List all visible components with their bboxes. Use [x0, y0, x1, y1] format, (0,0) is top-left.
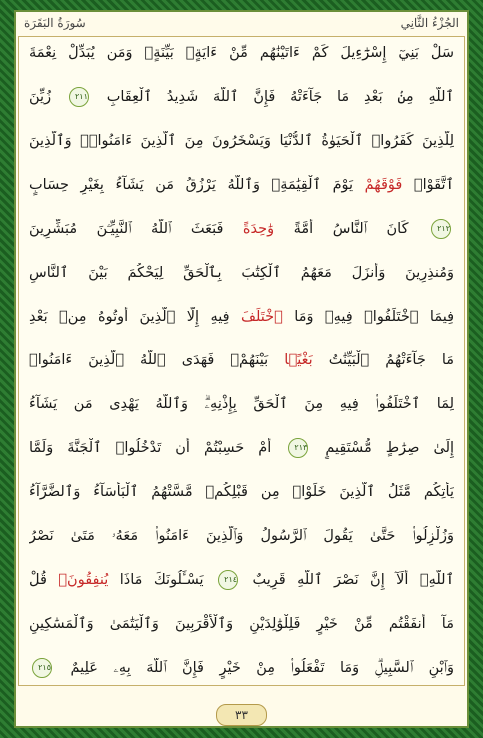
highlighted-word: ٱخْتَلَفَ: [241, 308, 283, 325]
verse-line: [29, 394, 454, 415]
ayah-number-marker: ٢١٥: [32, 658, 52, 678]
verse-lines: [29, 43, 454, 679]
ayah-number-marker: ٢١٢: [431, 219, 451, 239]
verse-text: كَانَ ٱلنَّاسُ أُمَّةً: [293, 220, 409, 237]
verse-text: فَبَعَثَ ٱللَّهُ ٱلنَّبِيِّـۧنَ مُبَشِّرِينَ: [29, 220, 224, 237]
verse-text: يَسْـَٔلُونَكَ مَاذَا: [119, 572, 204, 589]
verse-text: بَيْنَهُمْۖ فَهَدَى ٱللَّهُ ٱلَّذِينَ ءَامَنُوا۟: [29, 352, 269, 369]
verse-line: [29, 175, 454, 196]
verse-text: قُلْ: [29, 572, 47, 589]
page-number: ٣٣: [216, 704, 267, 726]
verse-text: سَلْ بَنِيٓ إِسْرَٰٓءِيلَ كَمْ ءَاتَيْنَٰهُم مِّنْ ءَايَةٍۭ بَيِّنَةٍۗ وَمَن يُبَدِّلْ نِعْمَةَ: [29, 45, 454, 61]
verse-line: [29, 43, 454, 64]
verse-line: [29, 219, 454, 240]
juz-label: الجُزْءُ الثَّانِي: [400, 16, 459, 30]
verse-text: يَأْتِكُم مَّثَلُ ٱلَّذِينَ خَلَوْا۟ مِن قَبْلِكُمۖ مَّسَّتْهُمُ ٱلْبَأْسَآءُ وَٱلضَّرَّآءُ: [29, 484, 454, 501]
highlighted-word: فَوْقَهُمْ: [364, 176, 403, 193]
verse-line: [29, 482, 454, 503]
highlighted-word: يُنفِقُونَۖ: [58, 572, 109, 589]
page-header: [16, 12, 467, 34]
verse-line: [29, 658, 454, 679]
verse-line: [29, 526, 454, 547]
verse-text: لِلَّذِينَ كَفَرُوا۟ ٱلْحَيَوٰةُ ٱلدُّنْيَا وَيَسْخَرُونَ مِنَ ٱلَّذِينَ ءَامَنُوا۟ۘ وَٱلَّذِينَ: [29, 132, 454, 149]
verse-text: زُيِّنَ: [29, 88, 52, 105]
verse-text: مَا جَآءَتْهُمُ ٱلْبَيِّنَٰتُ: [328, 352, 454, 369]
verse-text: ٱتَّقَوْا۟: [413, 176, 454, 193]
quran-page: [18, 36, 465, 686]
verse-text: وَٱبْنِ ٱلسَّبِيلِۗ وَمَا تَفْعَلُوا۟ مِنْ خَيْرٍ فَإِنَّ ٱللَّهَ بِهِۦ عَلِيمٌ: [70, 659, 454, 676]
verse-text: مَآ أَنفَقْتُم مِّنْ خَيْرٍ فَلِلْوَٰلِدَيْنِ وَٱلْأَقْرَبِينَ وَٱلْيَتَٰمَىٰ وَٱلْمَسَٰكِينِ: [29, 615, 454, 632]
verse-text: ٱللَّهِۗ أَلَآ إِنَّ نَصْرَ ٱللَّهِ قَرِيبٌ: [252, 572, 454, 589]
verse-text: فِيهِ إِلَّا ٱلَّذِينَ أُوتُوهُ مِنۢ بَعْدِ: [29, 308, 230, 325]
verse-line: [29, 87, 454, 108]
verse-line: [29, 307, 454, 328]
ayah-number-marker: ٢١٣: [288, 438, 308, 458]
surah-label: سُورَةُ البَقَرَة: [24, 16, 86, 30]
highlighted-word: بَغْيًۢا: [284, 352, 313, 369]
verse-line: [29, 350, 454, 371]
verse-line: [29, 131, 454, 152]
ayah-number-marker: ٢١٤: [218, 570, 238, 590]
verse-text: فِيمَا ٱخْتَلَفُوا۟ فِيهِۚ وَمَا: [294, 308, 454, 325]
verse-text: وَزُلْزِلُوا۟ حَتَّىٰ يَقُولَ ٱلرَّسُولُ وَٱلَّذِينَ ءَامَنُوا۟ مَعَهُۥ مَتَىٰ نَصْرُ: [29, 528, 454, 545]
page-footer: [0, 704, 483, 726]
verse-text: وَمُنذِرِينَ وَأَنزَلَ مَعَهُمُ ٱلْكِتَٰبَ بِٱلْحَقِّ لِيَحْكُمَ بَيْنَ ٱلنَّاسِ: [29, 264, 454, 281]
verse-text: إِلَىٰ صِرَٰطٍ مُّسْتَقِيمٍ: [325, 440, 454, 457]
verse-text: أَمْ حَسِبْتُمْ أَن تَدْخُلُوا۟ ٱلْجَنَّةَ وَلَمَّا: [29, 440, 272, 457]
verse-line: [29, 614, 454, 635]
highlighted-word: وَٰحِدَةً: [242, 220, 275, 237]
verse-text: ٱللَّهِ مِنۢ بَعْدِ مَا جَآءَتْهُ فَإِنَّ ٱللَّهَ شَدِيدُ ٱلْعِقَابِ: [106, 88, 454, 105]
verse-text: يَوْمَ ٱلْقِيَٰمَةِۗ وَٱللَّهُ يَرْزُقُ مَن يَشَآءُ بِغَيْرِ حِسَابٍ: [29, 176, 354, 193]
verse-line: [29, 438, 454, 459]
verse-line: [29, 263, 454, 284]
verse-text: لِمَا ٱخْتَلَفُوا۟ فِيهِ مِنَ ٱلْحَقِّ بِإِذْنِهِۦۗ وَٱللَّهُ يَهْدِى مَن يَشَآءُ: [29, 396, 454, 413]
verse-line: [29, 570, 454, 591]
ayah-number-marker: ٢١١: [69, 87, 89, 107]
